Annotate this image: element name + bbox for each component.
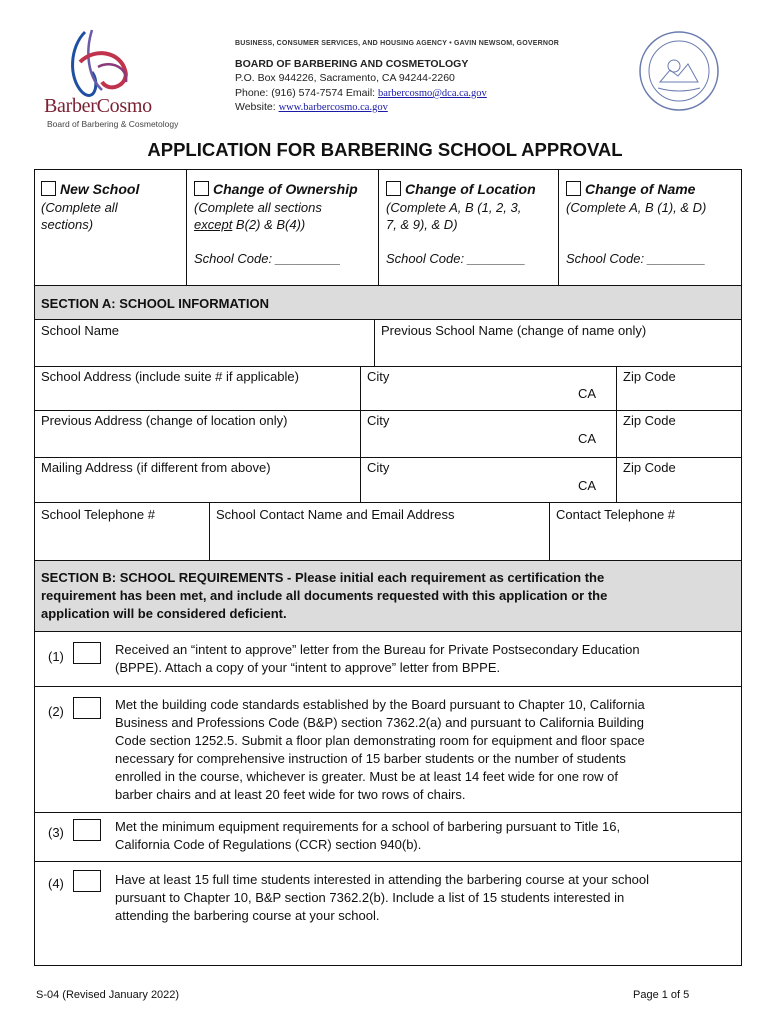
new-school-checkbox[interactable] <box>41 181 56 196</box>
zip-code-field[interactable]: Zip Code <box>623 413 676 428</box>
board-name: BOARD OF BARBERING AND COSMETOLOGY <box>235 58 469 70</box>
requirement-line: attending the barbering course at your school. <box>115 908 380 923</box>
requirement-line: Met the minimum equipment requirements for a school of barbering pursuant to Title 16, <box>115 819 621 834</box>
option-change-of-name[interactable] <box>566 181 695 197</box>
contact-telephone-field[interactable]: Contact Telephone # <box>556 507 676 522</box>
requirement-number: (3) <box>48 825 64 840</box>
previous-school-name-field[interactable]: Previous School Name (change of name only) <box>381 323 647 338</box>
school-code-field[interactable]: School Code: ________ <box>566 251 706 266</box>
state-value: CA <box>578 431 597 446</box>
board-phone-email <box>235 87 487 99</box>
zip-code-field[interactable]: Zip Code <box>623 369 676 384</box>
divider <box>374 319 375 366</box>
option-note: (Complete A, B (1, 2, 3, <box>386 200 522 215</box>
option-label: Change of Location <box>405 181 536 197</box>
board-address: P.O. Box 944226, Sacramento, CA 94244-2260 <box>235 72 455 84</box>
divider <box>209 502 210 560</box>
requirement-2-text <box>115 696 645 804</box>
requirement-number: (1) <box>48 649 64 664</box>
option-new-school[interactable] <box>41 181 139 197</box>
requirement-4-initial-box[interactable] <box>73 870 101 892</box>
requirement-line: Met the building code standards established by the Board pursuant to Chapter 10, California <box>115 697 645 712</box>
section-b-heading: requirement has been met, and include all documents requested with this application or the <box>41 588 608 603</box>
except-emphasis: except <box>194 217 233 232</box>
logo-subtitle: Board of Barbering & Cosmetology <box>47 119 179 129</box>
change-of-name-checkbox[interactable] <box>566 181 581 196</box>
option-change-of-ownership[interactable] <box>194 181 358 197</box>
mailing-address-field[interactable]: Mailing Address (if different from above) <box>41 460 271 475</box>
divider <box>34 812 742 813</box>
requirement-number: (4) <box>48 876 64 891</box>
option-note: 7, & 9), & D) <box>386 217 458 232</box>
divider <box>616 366 617 502</box>
section-b-heading: SECTION B: SCHOOL REQUIREMENTS - Please initial each requirement as certification the <box>41 570 605 585</box>
city-field[interactable]: City <box>367 460 390 475</box>
phone-label: Phone: (916) 574-7574 Email: <box>235 87 379 99</box>
school-code-field[interactable]: School Code: ________ <box>386 251 526 266</box>
divider <box>558 170 559 285</box>
divider <box>186 170 187 285</box>
option-change-of-location[interactable] <box>386 181 536 197</box>
school-telephone-field[interactable]: School Telephone # <box>41 507 155 522</box>
agency-line: BUSINESS, CONSUMER SERVICES, AND HOUSING AGENCY • GAVIN NEWSOM, GOVERNOR <box>235 40 559 47</box>
divider <box>34 502 742 503</box>
divider <box>34 410 742 411</box>
state-value: CA <box>578 478 597 493</box>
contact-name-email-field[interactable]: School Contact Name and Email Address <box>216 507 455 522</box>
school-address-field[interactable]: School Address (include suite # if applicable) <box>41 369 299 384</box>
option-label: Change of Ownership <box>213 181 358 197</box>
requirement-3-initial-box[interactable] <box>73 819 101 841</box>
section-b-heading: application will be considered deficient. <box>41 606 287 621</box>
divider <box>34 366 742 367</box>
state-seal-icon <box>638 30 720 112</box>
requirement-4-text <box>115 871 649 925</box>
form-id: S-04 (Revised January 2022) <box>36 989 180 1001</box>
option-note: sections) <box>41 217 94 232</box>
requirement-line: barber chairs and at least 20 feet wide for two rows of chairs. <box>115 787 466 802</box>
requirement-line: Code section 1252.5. Submit a floor plan demonstrating room for equipment and floor space <box>115 733 645 748</box>
state-value: CA <box>578 386 597 401</box>
previous-address-field[interactable]: Previous Address (change of location only) <box>41 413 288 428</box>
website-label: Website: <box>235 101 279 113</box>
requirement-1-text <box>115 641 640 677</box>
requirement-line: enrolled in the course, whichever is greater. Must be at least 14 feet wide for one row of <box>115 769 618 784</box>
school-name-field[interactable]: School Name <box>41 323 120 338</box>
divider <box>360 366 361 502</box>
option-note: (Complete all <box>41 200 118 215</box>
divider <box>34 457 742 458</box>
option-note <box>194 216 305 233</box>
requirement-line: Have at least 15 full time students interested in attending the barbering course at your school <box>115 872 650 887</box>
logo-wordmark: BarberCosmo <box>44 95 152 117</box>
email-link[interactable]: barbercosmo@dca.ca.gov <box>378 88 487 99</box>
divider <box>34 861 742 862</box>
section-a-heading: SECTION A: SCHOOL INFORMATION <box>41 296 269 311</box>
requirement-line: Received an “intent to approve” letter from the Bureau for Private Postsecondary Education <box>115 642 640 657</box>
option-note: (Complete all sections <box>194 200 322 215</box>
option-label: New School <box>60 181 140 197</box>
requirement-line: necessary for comprehensive instruction of 15 barber students or the number of students <box>115 751 626 766</box>
change-of-location-checkbox[interactable] <box>386 181 401 196</box>
requirement-line: California Code of Regulations (CCR) section 940(b). <box>115 837 422 852</box>
city-field[interactable]: City <box>367 369 390 384</box>
board-website <box>235 101 388 113</box>
requirement-line: Business and Professions Code (B&P) section 7362.2(a) and pursuant to California Building <box>115 715 644 730</box>
page-number: Page 1 of 5 <box>633 989 690 1001</box>
website-link[interactable]: www.barbercosmo.ca.gov <box>278 102 388 113</box>
divider <box>34 686 742 687</box>
option-note-tail: B(2) & B(4)) <box>232 217 306 232</box>
requirement-1-initial-box[interactable] <box>73 642 101 664</box>
document-title: APPLICATION FOR BARBERING SCHOOL APPROVAL <box>147 139 623 160</box>
zip-code-field[interactable]: Zip Code <box>623 460 676 475</box>
requirement-line: pursuant to Chapter 10, B&P section 7362.2(b). Include a list of 15 students interested in <box>115 890 625 905</box>
requirement-2-initial-box[interactable] <box>73 697 101 719</box>
option-label: Change of Name <box>585 181 696 197</box>
divider <box>34 319 742 320</box>
option-note: (Complete A, B (1), & D) <box>566 200 707 215</box>
divider <box>549 502 550 560</box>
requirement-3-text <box>115 818 620 854</box>
requirement-number: (2) <box>48 704 64 719</box>
city-field[interactable]: City <box>367 413 390 428</box>
school-code-field[interactable]: School Code: _________ <box>194 251 341 266</box>
divider <box>378 170 379 285</box>
divider <box>34 631 742 632</box>
requirement-line: (BPPE). Attach a copy of your “intent to approve” letter from BPPE. <box>115 660 501 675</box>
change-of-ownership-checkbox[interactable] <box>194 181 209 196</box>
